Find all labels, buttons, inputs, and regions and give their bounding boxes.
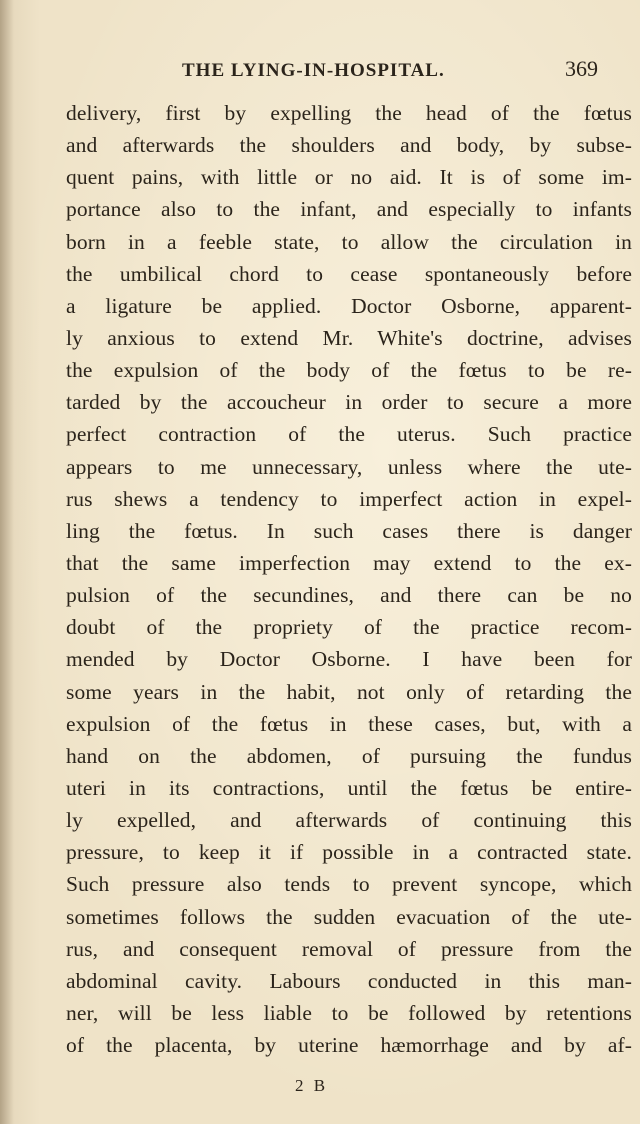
text-line: born in a feeble state, to allow the circulation in: [66, 229, 632, 254]
text-line: ly anxious to extend Mr. White's doctrine, advises: [66, 325, 632, 350]
signature-mark: 2 B: [295, 1076, 329, 1095]
text-line: Such pressure also tends to prevent syncope, which: [66, 872, 632, 897]
text-line: expulsion of the fœtus in these cases, but, with a: [66, 711, 632, 736]
text-line: abdominal cavity. Labours conducted in this man-: [66, 968, 632, 993]
text-line: ling the fœtus. In such cases there is danger: [66, 518, 632, 543]
text-line: tarded by the accoucheur in order to secure a more: [66, 390, 632, 415]
text-line: ner, will be less liable to be followed by retentions: [66, 1000, 632, 1025]
text-line: of the placenta, by uterine hæmorrhage and by af-: [66, 1033, 632, 1058]
page-number: 369: [565, 56, 598, 81]
text-line: ly expelled, and afterwards of continuing this: [66, 808, 632, 833]
text-line: rus, and consequent removal of pressure from the: [66, 936, 632, 961]
text-line: pressure, to keep it if possible in a contracted state.: [66, 840, 632, 865]
text-line: pulsion of the secundines, and there can be no: [66, 583, 632, 608]
text-line: that the same imperfection may extend to the ex-: [66, 550, 632, 575]
page-header: [0, 56, 640, 86]
text-line: delivery, first by expelling the head of the fœtus: [66, 101, 632, 125]
text-line: some years in the habit, not only of retarding the: [66, 679, 632, 704]
text-line: a ligature be applied. Doctor Osborne, apparent-: [66, 293, 632, 318]
text-line: the umbilical chord to cease spontaneously before: [66, 261, 632, 286]
text-line: sometimes follows the sudden evacuation of the ute-: [66, 904, 632, 929]
text-line: quent pains, with little or no aid. It is of some im-: [66, 165, 632, 190]
text-line: and afterwards the shoulders and body, by subse-: [66, 133, 632, 158]
text-line: uteri in its contractions, until the fœtus be entire-: [66, 775, 632, 800]
body-text: [66, 97, 632, 1061]
text-line: portance also to the infant, and especially to infants: [66, 197, 632, 222]
page-gutter-shadow: [0, 0, 14, 1124]
text-line: the expulsion of the body of the fœtus to be re-: [66, 358, 632, 383]
running-head: THE LYING-IN-HOSPITAL.: [182, 60, 445, 81]
text-line: hand on the abdomen, of pursuing the fundus: [66, 743, 632, 768]
text-line: rus shews a tendency to imperfect action in expel-: [66, 486, 632, 511]
text-line: doubt of the propriety of the practice recom-: [66, 615, 632, 640]
text-line: appears to me unnecessary, unless where the ute-: [66, 454, 632, 479]
text-line: perfect contraction of the uterus. Such practice: [66, 422, 632, 447]
text-line: mended by Doctor Osborne. I have been for: [66, 647, 632, 672]
